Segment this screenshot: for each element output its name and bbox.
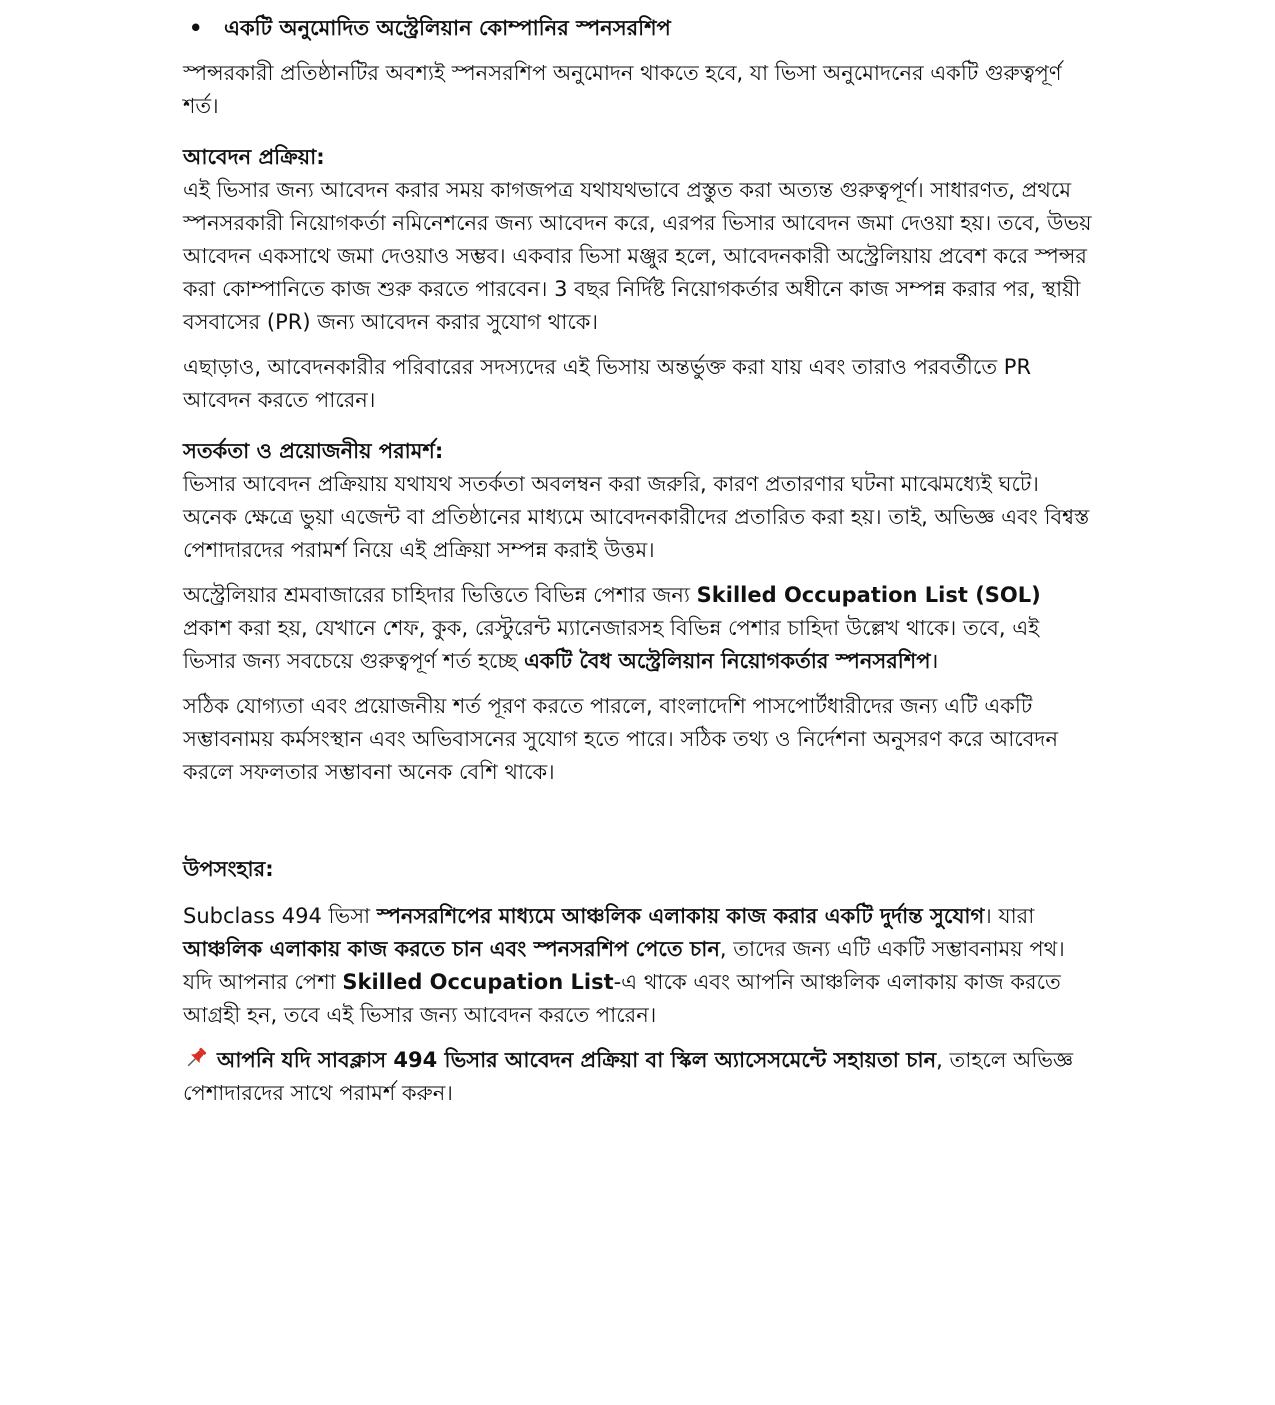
caution-paragraph-2 bbox=[183, 579, 1093, 678]
caution-paragraph-1: ভিসার আবেদন প্রক্রিয়ায় যথাযথ সতর্কতা অবলম্বন করা জরুরি, কারণ প্রতারণার ঘটনা মাঝেমধ্যেই ঘটে। অনেক ক্ষেত্রে ভুয়া এজেন্ট বা প্রতিষ্ঠানের মাধ্যমে আবেদনকারীদের প্রতারিত করা হয়। তাই, অভিজ্ঞ এবং বিশ্বস্ত পেশাদারদের পরামর্শ নিয়ে এই প্রক্রিয়া সম্পন্ন করাই উত্তম। bbox=[183, 472, 1090, 562]
document-page bbox=[183, 12, 1093, 1110]
caution-p2-text-e: । bbox=[930, 649, 939, 673]
caution-p2-text-a: অস্ট্রেলিয়ার শ্রমবাজারের চাহিদার ভিত্তিতে বিভিন্ন পেশার জন্য bbox=[183, 583, 697, 607]
conclusion-heading: উপসংহার: bbox=[183, 857, 274, 881]
bullet-text: একটি অনুমোদিত অস্ট্রেলিয়ান কোম্পানির স্পনসরশিপ bbox=[224, 16, 671, 40]
cta-paragraph bbox=[183, 1044, 1093, 1110]
process-paragraph-1: এই ভিসার জন্য আবেদন করার সময় কাগজপত্র যথাযথভাবে প্রস্তুত করা অত্যন্ত গুরুত্বপূর্ণ। সাধারণত, প্রথমে স্পনসরকারী নিয়োগকর্তা নমিনেশনের জন্য আবেদন করে, এরপর ভিসার আবেদন জমা দেওয়া হয়। তবে, উভয় আবেদন একসাথে জমা দেওয়াও সম্ভব। একবার ভিসা মঞ্জুর হলে, আবেদনকারী অস্ট্রেলিয়ায় প্রবেশ করে স্পন্সর করা কোম্পানিতে কাজ শুরু করতে পারবেন। 3 বছর নির্দিষ্ট নিয়োগকর্তার অধীনে কাজ সম্পন্ন করার পর, স্থায়ী বসবাসের (PR) জন্য আবেদন করার সুযোগ থাকে। bbox=[183, 178, 1092, 334]
pushpin-icon bbox=[183, 1045, 209, 1071]
process-paragraph-2: এছাড়াও, আবেদনকারীর পরিবারের সদস্যদের এই ভিসায় অন্তর্ভুক্ত করা যায় এবং তারাও পরবর্তীতে PR আবেদন করতে পারেন। bbox=[183, 355, 1032, 412]
conclusion-text-e: , তাদের জন্য এটি একটি সম্ভাবনাময় পথ। যদি আপনার পেশা bbox=[183, 937, 1065, 994]
cta-rest-text: , তাহলে অভিজ্ঞ পেশাদারদের সাথে পরামর্শ করুন। bbox=[183, 1048, 1074, 1105]
cta-bold-text: আপনি যদি সাবক্লাস 494 ভিসার আবেদন প্রক্রিয়া বা স্কিল অ্যাসেসমেন্টে সহায়তা চান bbox=[217, 1048, 937, 1072]
caution-heading: সতর্কতা ও প্রয়োজনীয় পরামর্শ: bbox=[183, 439, 444, 463]
bullet-dot-icon: • bbox=[189, 16, 203, 40]
conclusion-bold-f: Skilled Occupation List bbox=[342, 970, 614, 994]
conclusion-text-a: Subclass 494 ভিসা bbox=[183, 904, 377, 928]
sol-bold-text: Skilled Occupation List (SOL) bbox=[696, 583, 1041, 607]
conclusion-bold-d: আঞ্চলিক এলাকায় কাজ করতে চান এবং স্পনসরশিপ পেতে চান bbox=[183, 937, 720, 961]
conclusion-text-g: -এ থাকে এবং আপনি আঞ্চলিক এলাকায় কাজ করতে আগ্রহী হন, তবে এই ভিসার জন্য আবেদন করতে পারেন। bbox=[183, 970, 1061, 1027]
caution-paragraph-3: সঠিক যোগ্যতা এবং প্রয়োজনীয় শর্ত পূরণ করতে পারলে, বাংলাদেশি পাসপোর্টধারীদের জন্য এটি একটি সম্ভাবনাময় কর্মসংস্থান এবং অভিবাসনের সুযোগ হতে পারে। সঠিক তথ্য ও নির্দেশনা অনুসরণ করে আবেদন করলে সফলতার সম্ভাবনা অনেক বেশি থাকে। bbox=[183, 694, 1059, 784]
process-heading: আবেদন প্রক্রিয়া: bbox=[183, 145, 325, 169]
conclusion-bold-b: স্পনসরশিপের মাধ্যমে আঞ্চলিক এলাকায় কাজ করার একটি দুর্দান্ত সুযোগ bbox=[376, 904, 985, 928]
sponsor-paragraph: স্পন্সরকারী প্রতিষ্ঠানটির অবশ্যই স্পনসরশিপ অনুমোদন থাকতে হবে, যা ভিসা অনুমোদনের একটি গুরুত্বপূর্ণ শর্ত। bbox=[183, 61, 1062, 118]
conclusion-text-c: । যারা bbox=[984, 904, 1035, 928]
bullet-item bbox=[147, 12, 1093, 45]
caution-p2-text-c: প্রকাশ করা হয়, যেখানে শেফ, কুক, রেস্টুরেন্ট ম্যানেজারসহ বিভিন্ন পেশার চাহিদা উল্লেখ থাকে। তবে, এই ভিসার জন্য সবচেয়ে গুরুত্বপূর্ণ শর্ত হচ্ছে bbox=[183, 616, 1040, 673]
conclusion-paragraph bbox=[183, 900, 1093, 1032]
valid-employer-bold-text: একটি বৈধ অস্ট্রেলিয়ান নিয়োগকর্তার স্পনসরশিপ bbox=[523, 649, 931, 673]
